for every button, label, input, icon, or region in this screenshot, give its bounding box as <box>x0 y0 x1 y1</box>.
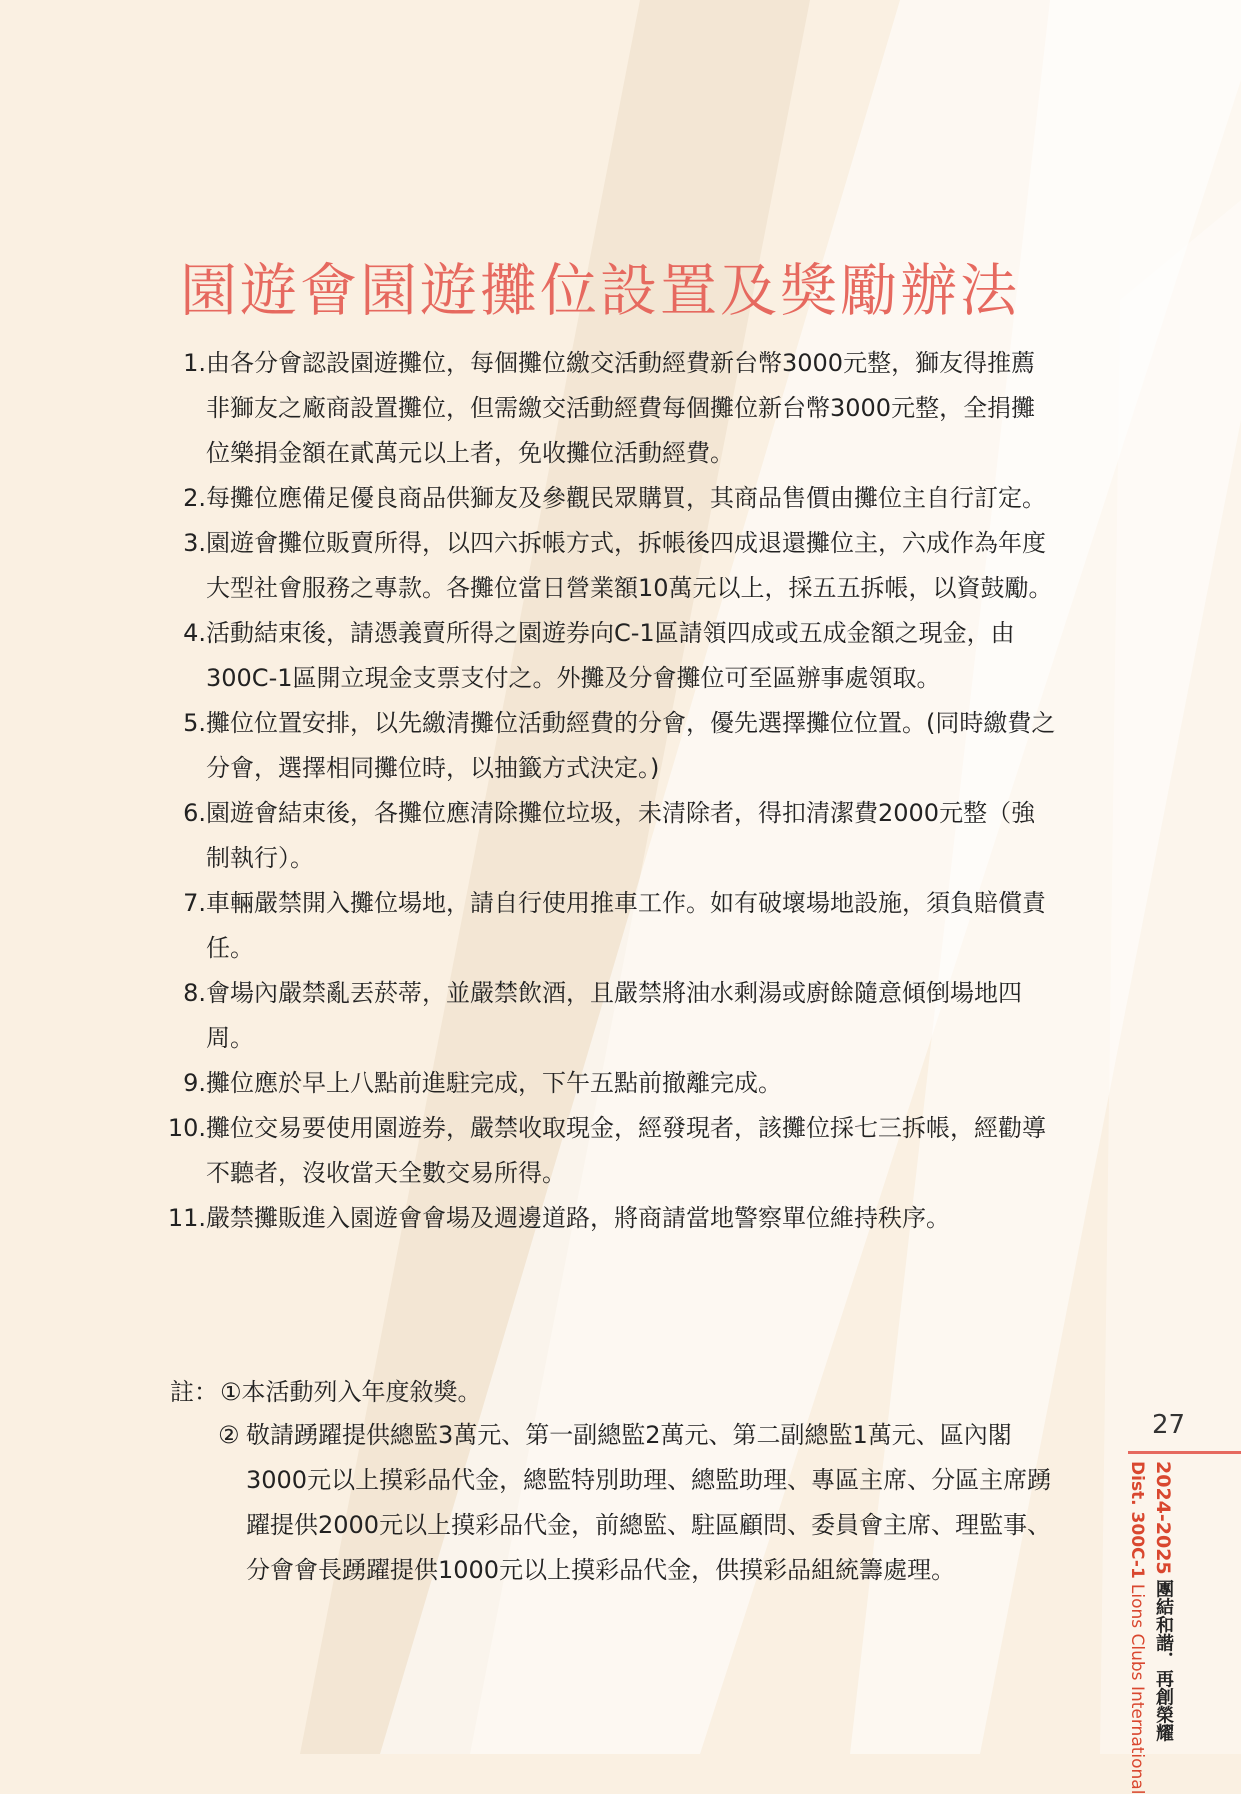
rule-text: 攤位位置安排，以先繳清攤位活動經費的分會，優先選擇攤位位置。(同時繳費之分會，選擇相同攤位時，以抽籤方式決定。) <box>206 709 1056 782</box>
list-item <box>160 971 1060 1061</box>
rule-number: 11. <box>167 1204 206 1232</box>
list-item <box>160 521 1060 611</box>
note-two <box>218 1413 1060 1593</box>
list-item <box>160 701 1060 791</box>
rule-number: 3. <box>183 529 206 557</box>
list-item <box>160 1106 1060 1196</box>
footer-year: 2024-2025 <box>1152 1461 1174 1575</box>
list-item <box>160 611 1060 701</box>
rule-number: 8. <box>183 979 206 1007</box>
page-number: 27 <box>1152 1410 1186 1440</box>
note-mark: ② <box>218 1421 240 1449</box>
rule-text: 由各分會認設園遊攤位，每個攤位繳交活動經費新台幣3000元整，獅友得推薦非獅友之廠商設置攤位，但需繳交活動經費每個攤位新台幣3000元整，全捐攤位樂捐金額在貳萬元以上者，免收攤位活動經費。 <box>206 349 1036 467</box>
note-text: 敬請踴躍提供總監3萬元、第一副總監2萬元、第二副總監1萬元、區內閣3000元以上摸彩品代金，總監特別助理、總監助理、專區主席、分區主席踴躍提供2000元以上摸彩品代金，前總監、駐區顧問、委員會主席、理監事、分會會長踴躍提供1000元以上摸彩品代金，供摸彩品組統籌處理。 <box>246 1421 1052 1584</box>
note-mark: ① <box>220 1378 242 1406</box>
rule-number: 4. <box>183 619 206 647</box>
page-number-divider <box>1128 1451 1241 1454</box>
rule-number: 2. <box>183 484 206 512</box>
note-text: 本活動列入年度敘獎。 <box>241 1378 482 1406</box>
rule-number: 1. <box>183 349 206 377</box>
rule-text: 車輛嚴禁開入攤位場地，請自行使用推車工作。如有破壞場地設施，須負賠償責任。 <box>206 889 1046 962</box>
note-one <box>170 1370 482 1415</box>
rule-number: 6. <box>183 799 206 827</box>
rule-text: 會場內嚴禁亂丟菸蒂，並嚴禁飲酒，且嚴禁將油水剩湯或廚餘隨意傾倒場地四周。 <box>206 979 1022 1052</box>
rule-number: 5. <box>183 709 206 737</box>
rule-text: 嚴禁攤販進入園遊會會場及週邊道路，將商請當地警察單位維持秩序。 <box>206 1204 950 1232</box>
note-label: 註： <box>170 1378 218 1406</box>
rule-text: 園遊會結束後，各攤位應清除攤位垃圾，未清除者，得扣清潔費2000元整（強制執行）。 <box>206 799 1036 872</box>
page-title: 園遊會園遊攤位設置及獎勵辦法 <box>180 258 1020 324</box>
rule-number: 9. <box>183 1069 206 1097</box>
rule-text: 活動結束後，請憑義賣所得之園遊券向C-1區請領四成或五成金額之現金，由300C-1區開立現金支票支付之。外攤及分會攤位可至區辦事處領取。 <box>206 619 1015 692</box>
list-item <box>160 1196 1060 1241</box>
side-footer <box>1124 1461 1176 1794</box>
list-item <box>160 1061 1060 1106</box>
list-item <box>160 341 1060 476</box>
footer-org: Lions Clubs International <box>1127 1583 1147 1794</box>
rules-list <box>160 341 1060 1241</box>
rule-text: 園遊會攤位販賣所得，以四六拆帳方式，拆帳後四成退還攤位主，六成作為年度大型社會服務之專款。各攤位當日營業額10萬元以上，採五五拆帳，以資鼓勵。 <box>206 529 1053 602</box>
rule-text: 攤位應於早上八點前進駐完成，下午五點前撤離完成。 <box>206 1069 782 1097</box>
rule-text: 攤位交易要使用園遊券，嚴禁收取現金，經發現者，該攤位採七三拆帳，經勸導不聽者，沒收當天全數交易所得。 <box>206 1114 1046 1187</box>
rule-number: 7. <box>183 889 206 917</box>
footer-motto: 團結和諧．再創榮耀 <box>1153 1579 1174 1742</box>
rule-number: 10. <box>167 1114 206 1142</box>
footer-district: Dist. 300C-1 <box>1127 1461 1147 1579</box>
rule-text: 每攤位應備足優良商品供獅友及參觀民眾購買，其商品售價由攤位主自行訂定。 <box>206 484 1046 512</box>
list-item <box>160 476 1060 521</box>
list-item <box>160 791 1060 881</box>
list-item <box>160 881 1060 971</box>
